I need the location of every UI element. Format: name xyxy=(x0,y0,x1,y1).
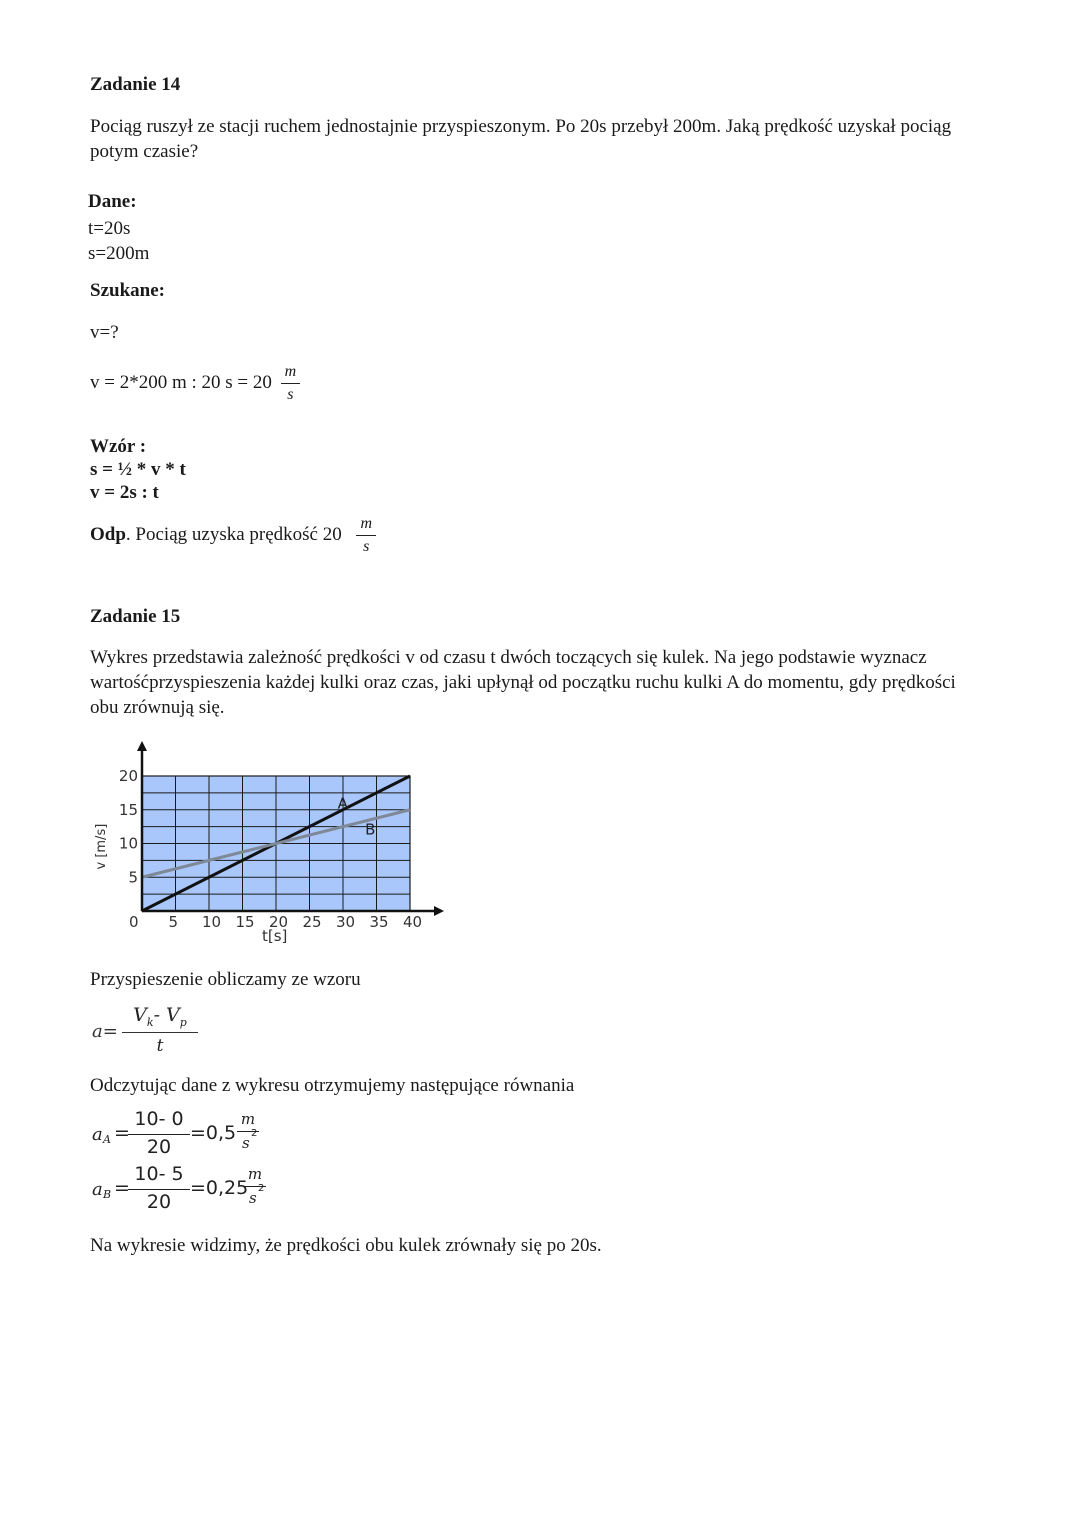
velocity-unit xyxy=(281,363,301,404)
y-tick-label: 5 xyxy=(128,868,138,887)
x-tick-label: 20 xyxy=(269,913,289,931)
eq-a-result: =0,5 xyxy=(190,1122,237,1144)
y-tick-label: 10 xyxy=(118,834,138,853)
x-tick-label: 40 xyxy=(403,913,423,931)
eq-a-bar xyxy=(128,1134,190,1135)
velocity-calculation-text: v = 2*200 m : 20 s = 20 xyxy=(90,371,272,393)
formula-v-initial: V xyxy=(166,1004,180,1026)
task14-answer xyxy=(90,515,376,556)
formula-label: Wzór : xyxy=(90,436,147,457)
formula-denominator: t xyxy=(156,1036,164,1056)
y-axis-arrow xyxy=(137,741,147,751)
eq-a-sub: A xyxy=(103,1133,111,1146)
task14-problem-line2: potym czasie? xyxy=(90,141,199,162)
y-axis-label: v [m/s] xyxy=(94,823,109,870)
x-axis-label: t[s] xyxy=(262,927,288,945)
x-tick-label: 0 xyxy=(129,913,139,931)
answer-unit-num: m xyxy=(356,515,376,536)
answer-text: . Pociąg uzyska prędkość 20 xyxy=(125,523,342,545)
eq-a-unit-exp: 2 xyxy=(251,1128,258,1139)
eq-b-unit-den: s xyxy=(249,1189,257,1207)
answer-unit xyxy=(356,515,376,556)
given-label: Dane: xyxy=(88,191,137,212)
task15-title: Zadanie 15 xyxy=(90,606,181,627)
x-tick-label: 10 xyxy=(202,913,222,931)
task15-problem-line2: wartośćprzyspieszenia każdej kulki oraz czas, jaki upłynął od początku ruchu kulki A do momentu, gdy prędkości xyxy=(90,672,956,693)
answer-label: Odp xyxy=(90,523,126,545)
eq-a-denominator: 20 xyxy=(146,1136,172,1158)
answer-unit-den: s xyxy=(363,538,370,555)
eq-a-numerator: 10- 0 xyxy=(134,1108,184,1130)
x-tick-label: 15 xyxy=(235,913,255,931)
formula-lhs: a= xyxy=(92,1021,118,1042)
x-tick-label: 35 xyxy=(369,913,389,931)
formula-velocity: v = 2s : t xyxy=(90,482,159,503)
task15-problem-line1: Wykres przedstawia zależność prędkości v od czasu t dwóch toczących się kulek. Na jego podstawie wyznacz xyxy=(90,647,927,668)
formula-distance: s = ½ * v * t xyxy=(90,459,186,480)
eq-b-numerator: 10- 5 xyxy=(134,1163,184,1185)
formula-v-final: V xyxy=(133,1004,147,1026)
eq-b-result: =0,25 xyxy=(190,1177,249,1199)
eq-b-unit-exp: 2 xyxy=(258,1183,265,1194)
eq-b-lhs: a xyxy=(92,1179,103,1200)
x-tick-label: 25 xyxy=(302,913,322,931)
eq-b-denominator: 20 xyxy=(146,1191,172,1213)
velocity-time-chart xyxy=(85,735,465,950)
y-tick-label: 15 xyxy=(118,800,138,819)
eq-a-lhs: a xyxy=(92,1124,103,1145)
velocity-unit-den: s xyxy=(287,386,294,403)
formula-fraction-bar xyxy=(122,1032,198,1033)
series-label-A: A xyxy=(337,794,348,813)
given-distance: s=200m xyxy=(88,243,150,264)
x-axis-arrow xyxy=(434,906,444,916)
sought-value: v=? xyxy=(90,322,119,343)
equation-a-B xyxy=(92,1163,292,1219)
formula-intro: Przyspieszenie obliczamy ze wzoru xyxy=(90,969,361,990)
x-tick-label: 5 xyxy=(168,913,179,931)
formula-numerator: $V_k-$ $V_p$ xyxy=(133,1004,187,1029)
sought-label: Szukane: xyxy=(90,280,165,301)
reading-intro: Odczytując dane z wykresu otrzymujemy następujące równania xyxy=(90,1075,575,1096)
eq-b-unit-num: m xyxy=(247,1165,263,1183)
x-tick-label: 30 xyxy=(336,913,356,931)
eq-b-sub: B xyxy=(103,1188,112,1201)
eq-a-unit-num: m xyxy=(240,1110,256,1128)
velocity-unit-num: m xyxy=(281,363,301,384)
eq-b-bar xyxy=(128,1189,190,1190)
formula-v-initial-sub: p xyxy=(179,1015,187,1029)
given-time: t=20s xyxy=(88,218,131,239)
formula-v-final-sub: k xyxy=(146,1015,154,1029)
eq-a-equals: = xyxy=(114,1122,130,1144)
task15-conclusion: Na wykresie widzimy, że prędkości obu kulek zrównały się po 20s. xyxy=(90,1235,602,1256)
equation-a-A xyxy=(92,1108,292,1164)
series-label-B: B xyxy=(365,820,376,839)
eq-b-equals: = xyxy=(114,1177,130,1199)
eq-a-unit-den: s xyxy=(242,1134,250,1152)
task15-problem-line3: obu zrównują się. xyxy=(90,697,225,718)
velocity-calculation xyxy=(90,363,300,404)
y-tick-label: 20 xyxy=(118,767,138,785)
task14-problem-line1: Pociąg ruszył ze stacji ruchem jednostajnie przyspieszonym. Po 20s przebył 200m. Jaką prędkość uzyskał pociąg xyxy=(90,116,952,137)
task14-title: Zadanie 14 xyxy=(90,74,181,95)
